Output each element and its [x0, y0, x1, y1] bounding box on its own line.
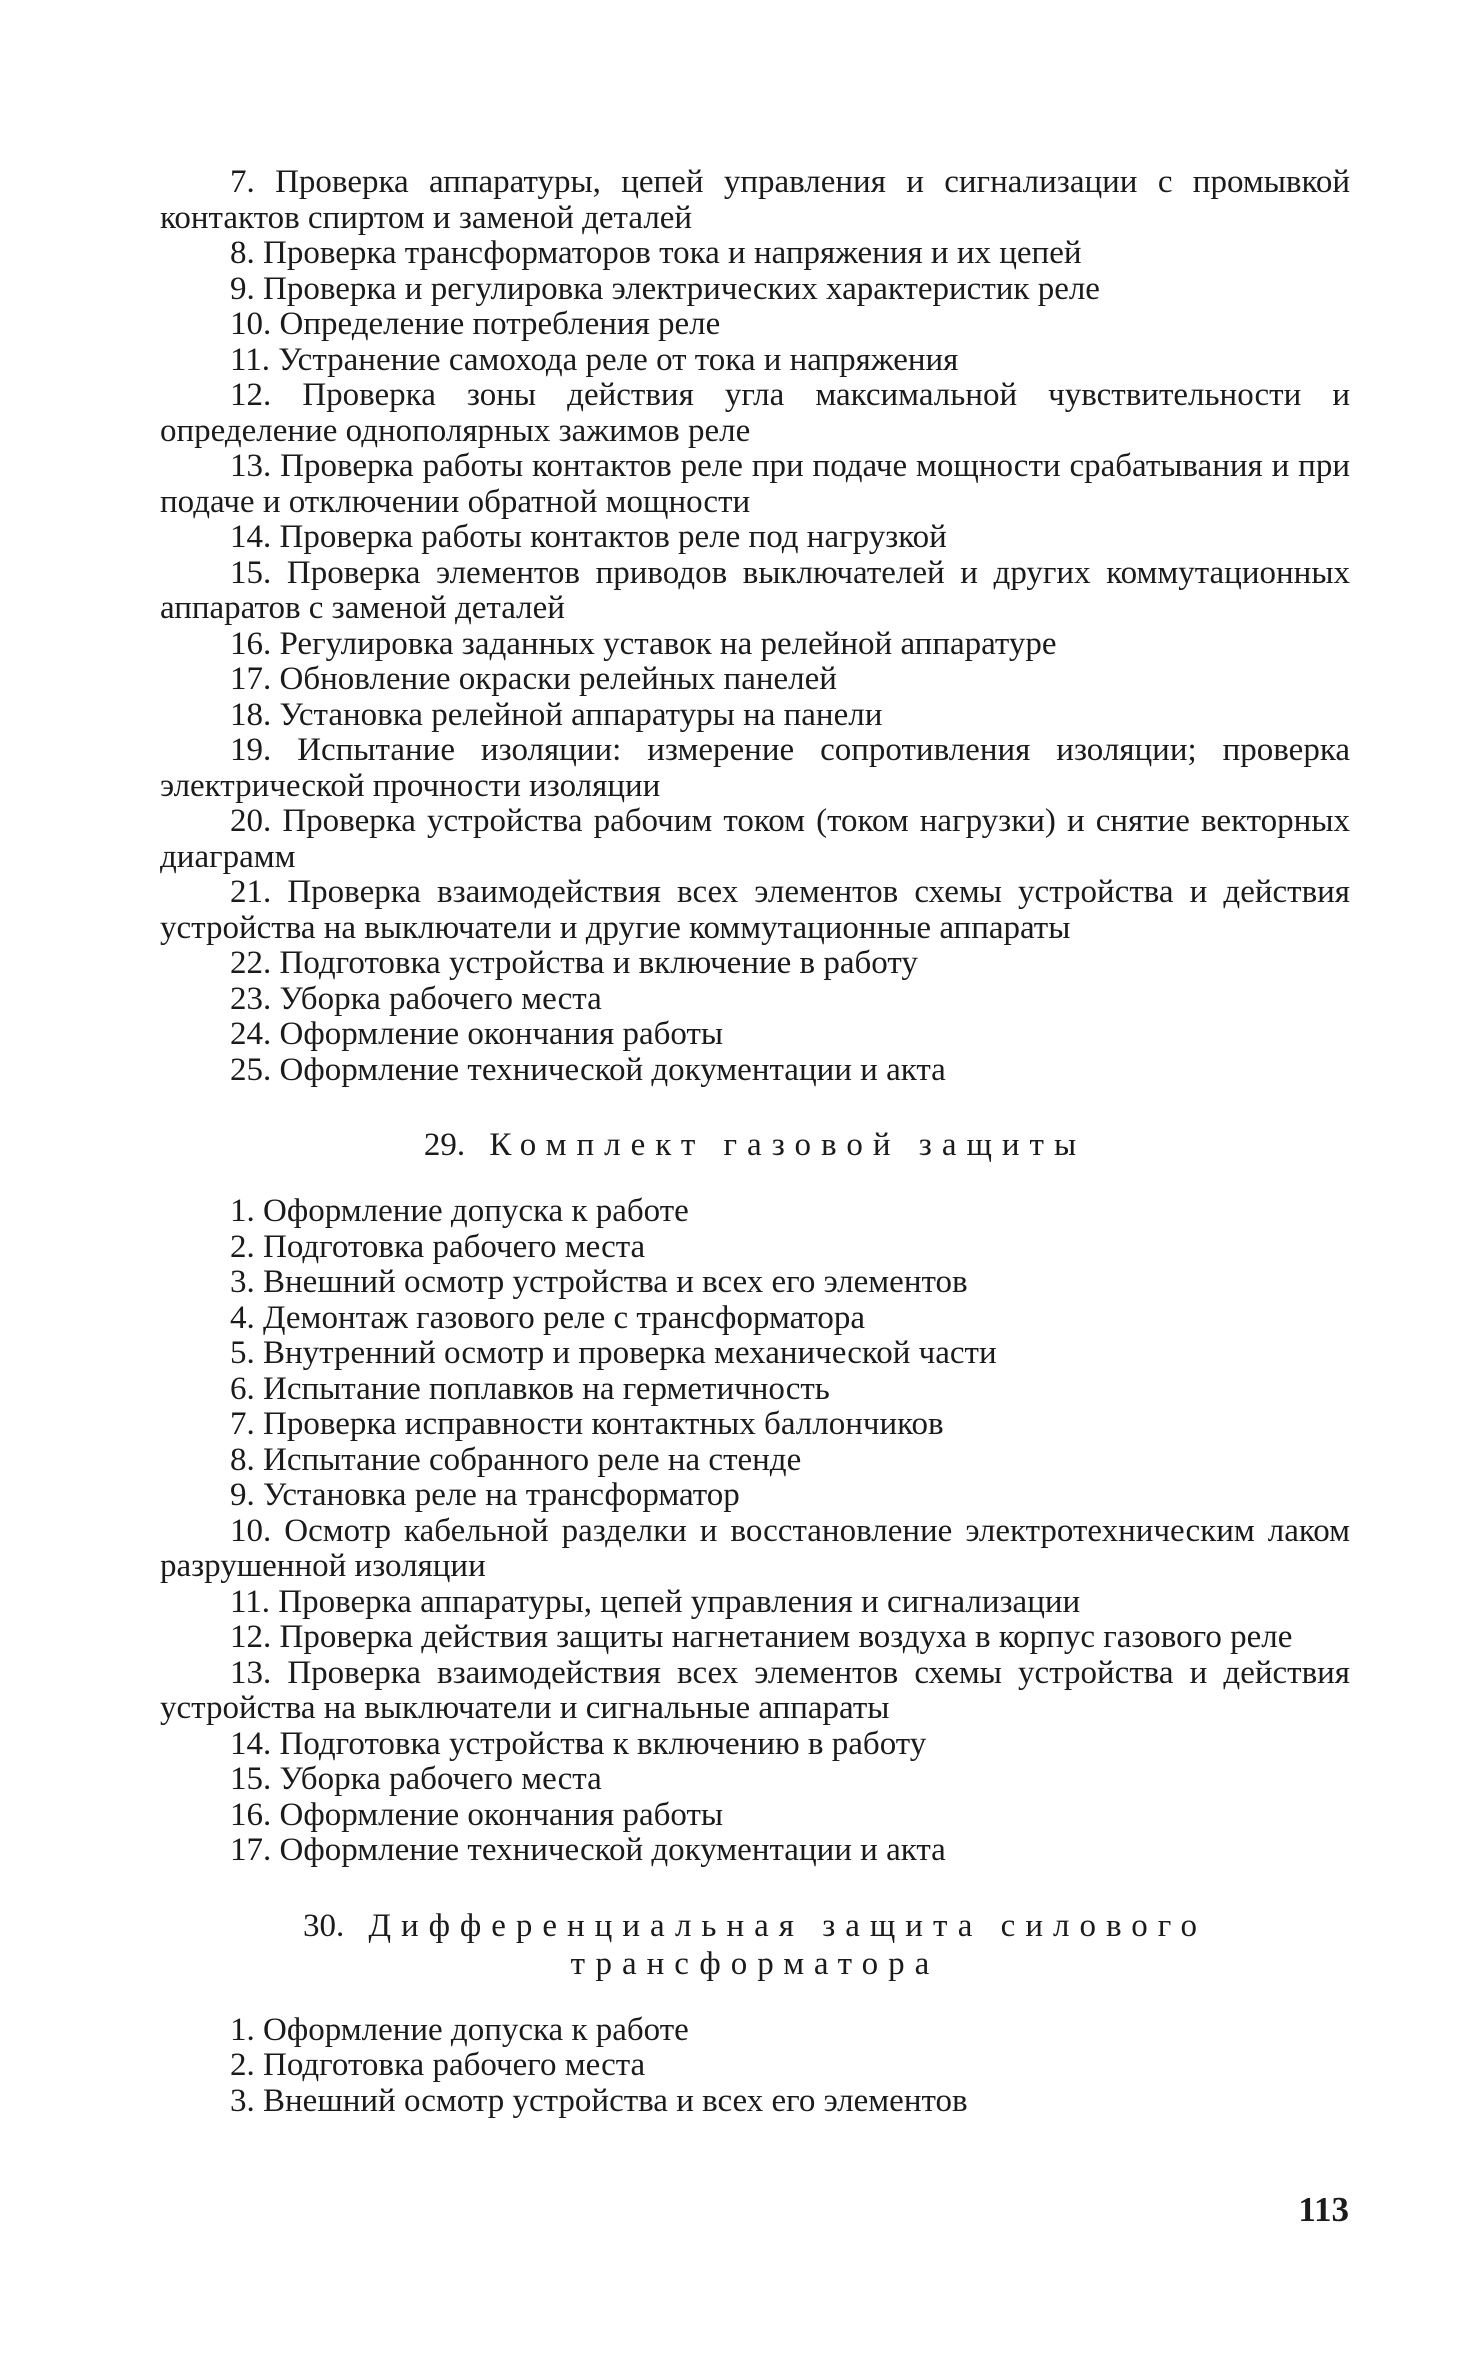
list-item: 17. Обновление окраски релейных панелей — [230, 661, 837, 697]
list-item: 8. Проверка трансформаторов тока и напряжения и их цепей — [230, 235, 1082, 271]
list-item: 21. Проверка взаимодействия всех элементов схемы устройства и действия устройства на выключатели и другие коммутационные аппараты — [160, 874, 1350, 946]
list-item: 23. Уборка рабочего места — [230, 980, 602, 1017]
list-item: 10. Определение потребления реле — [230, 306, 721, 342]
list-item: 2. Подготовка рабочего места — [230, 2047, 646, 2083]
section-heading-line-2: трансформатора — [570, 1945, 940, 1982]
list-item: 2. Подготовка рабочего места — [230, 1228, 646, 1265]
list-item: 15. Уборка рабочего места — [230, 1761, 602, 1797]
list-item: 15. Проверка элементов приводов выключателей и других коммутационных аппаратов с заменой деталей — [160, 554, 1350, 626]
section-29-list — [160, 1194, 1350, 1869]
list-item: 24. Оформление окончания работы — [230, 1016, 724, 1052]
list-item: 9. Проверка и регулировка электрических характеристик реле — [230, 270, 1100, 307]
list-item: 7. Проверка аппаратуры, цепей управления и сигнализации с промывкой контактов спиртом и заменой деталей — [160, 164, 1350, 236]
list-item: 19. Испытание изоляции: измерение сопротивления изоляции; проверка электрической прочности изоляции — [160, 732, 1350, 804]
list-item: 11. Проверка аппаратуры, цепей управления и сигнализации — [230, 1583, 1081, 1620]
list-item: 1. Оформление допуска к работе — [230, 1193, 689, 1229]
list-item: 6. Испытание поплавков на герметичность — [230, 1370, 830, 1407]
continued-list — [160, 165, 1350, 1088]
document-page — [160, 165, 1350, 2119]
list-item: 17. Оформление технической документации и акта — [230, 1832, 946, 1868]
list-item: 20. Проверка устройства рабочим током (током нагрузки) и снятие векторных диаграмм — [160, 803, 1350, 875]
list-item: 9. Установка реле на трансформатор — [230, 1477, 740, 1513]
list-item: 16. Регулировка заданных уставок на релейной аппаратуре — [230, 625, 1057, 662]
section-heading-line-1: Дифференциальная защита силового — [368, 1907, 1208, 1944]
list-item: 1. Оформление допуска к работе — [230, 2011, 689, 2048]
section-29-title — [160, 1126, 1350, 1164]
list-item: 11. Устранение самохода реле от тока и напряжения — [230, 341, 959, 378]
section-number: 29. — [423, 1127, 466, 1163]
list-item: 4. Демонтаж газового реле с трансформатора — [230, 1299, 866, 1336]
list-item: 22. Подготовка устройства и включение в работу — [230, 945, 918, 981]
list-item: 13. Проверка взаимодействия всех элементов схемы устройства и действия устройства на выключатели и сигнальные аппараты — [160, 1654, 1350, 1726]
section-30-list — [160, 2013, 1350, 2120]
list-item: 7. Проверка исправности контактных баллончиков — [230, 1406, 944, 1442]
list-item: 3. Внешний осмотр устройства и всех его элементов — [230, 2082, 968, 2119]
section-heading: Комплект газовой защиты — [489, 1127, 1087, 1163]
page-number: 113 — [1298, 2190, 1349, 2229]
list-item: 16. Оформление окончания работы — [230, 1796, 724, 1833]
list-item: 3. Внешний осмотр устройства и всех его элементов — [230, 1264, 968, 1300]
list-item: 12. Проверка зоны действия угла максимальной чувствительности и определение однополярных зажимов реле — [160, 377, 1350, 449]
list-item: 5. Внутренний осмотр и проверка механической части — [230, 1335, 997, 1371]
list-item: 13. Проверка работы контактов реле при подаче мощности срабатывания и при подаче и отключении обратной мощности — [160, 448, 1350, 520]
section-30-title — [160, 1907, 1350, 1983]
list-item: 14. Подготовка устройства к включению в работу — [230, 1725, 927, 1762]
list-item: 12. Проверка действия защиты нагнетанием воздуха в корпус газового реле — [230, 1619, 1293, 1655]
list-item: 10. Осмотр кабельной разделки и восстановление электротехническим лаком разрушенной изоляции — [160, 1512, 1350, 1584]
list-item: 14. Проверка работы контактов реле под нагрузкой — [230, 519, 947, 555]
section-number: 30. — [302, 1907, 345, 1944]
list-item: 8. Испытание собранного реле на стенде — [230, 1441, 802, 1478]
list-item: 25. Оформление технической документации и акта — [230, 1051, 946, 1088]
list-item: 18. Установка релейной аппаратуры на панели — [230, 696, 883, 733]
